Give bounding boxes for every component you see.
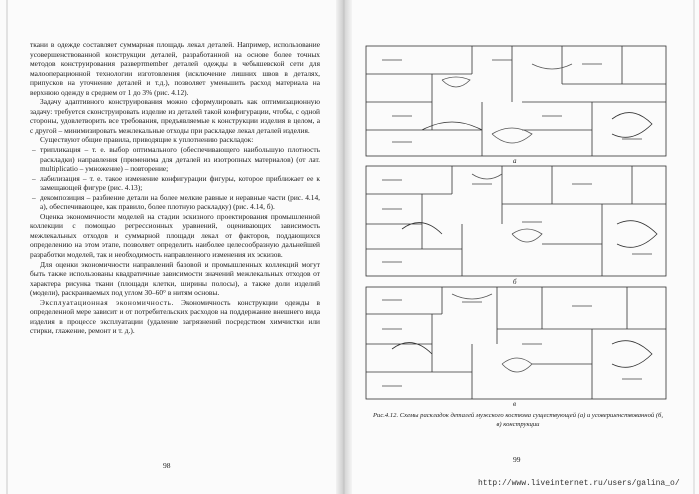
page-edge-left	[6, 0, 8, 494]
panel-label-a: а	[513, 157, 517, 165]
rules-list	[30, 145, 320, 212]
paragraph: Оценка экономичности моделей на стадии эскизного проектирования промышленной коллекции с помощью регрессионных уравнений, оценивающих зависимость межлекальных отходов и суммарной площади лекал от факторов, поддающихся определению на этом этапе, позволяет определить наиболее целесообразную дальнейшей разработки моделей, так и необходимость направленного изменения их эскизов.	[30, 211, 320, 260]
panel-label-b: б	[513, 278, 517, 286]
paragraph: Задачу адаптивного конструирования можно сформулировать как оптимизационную задачу: требуется сконструировать изделие из деталей такой конфигурации, чтобы, с одной стороны, удовлетворить все требования, предъявляемые к конструкции изделия в целом, а с другой – минимизировать межлекальные отходы при раскладке лекал деталей изделия.	[30, 97, 320, 135]
page-number-right: 99	[513, 455, 521, 464]
left-page-text	[30, 40, 320, 440]
book-gutter	[336, 0, 352, 494]
paragraph: Существуют общие правила, приводящие к уплотнению раскладок:	[40, 135, 254, 145]
paragraph: ткани в одежде составляет суммарная площадь лекал деталей. Например, использование усовершенствованной конструкции деталей, разработанной на основе более точных методов конструирования развертmember деталей одежды в чебышевской сети для малооперационной технологии изготовления (исключение лишних швов в деталях, припусков на уточнение деталей и т.д.), позволяет уменьшить расход материала на верхнюю одежду в среднем от 1 до 3% (рис. 4.12).	[30, 40, 320, 97]
list-item: – лабилизация – т. е. такое изменение конфигурации фигуры, которое приближает ее к замещающей фигуре (рис. 4.13);	[30, 174, 320, 193]
page-number-left: 98	[163, 461, 171, 470]
page-edge-right	[693, 0, 695, 494]
list-item: – трипликация – т. е. выбор оптимального (обеспечивающего наибольшую плотность раскладки) направления (применима для деталей из изотропных материалов) (от лат. multiplicatio – умножение) – повторение;	[30, 145, 320, 174]
layout-panel-b	[366, 166, 666, 276]
paragraph: Для оценки экономичности направлений базовой и промышленных коллекций могут быть также использованы квадратичные зависимости значений межлекальных отходов от характера рисунка ткани (площади клетки, ширины полосы), а также доли изделий (модели), раскраиваемых под углом 30–60° в нитям основы.	[30, 259, 320, 298]
layout-diagram-figure	[362, 44, 672, 408]
figure-caption: Рис.4.12. Схемы раскладок деталей мужского костюма существующей (а) и усовершенствованной (б, в) конструкции	[373, 412, 663, 428]
layout-panel-a	[366, 46, 666, 156]
list-item: – декомпозиция – разбиение детали на более мелкие равные и неравные части (рис. 4.14, а), обеспечивающее, как правило, более плотную раскладку) (рис. 4.14, б).	[30, 193, 320, 212]
paragraph-last	[30, 298, 320, 336]
panel-label-v: в	[513, 400, 517, 408]
watermark-url[interactable]: http://www.liveinternet.ru/users/galina_o/	[478, 479, 680, 488]
section-heading: Эксплуатационная экономичность.	[40, 297, 174, 307]
paragraph-text: Экономичность конструкции одежды в определенной мере зависит и от потребительских расходов на поддержание внешнего вида изделия в процессе эксплуатации (удаление загрязнений посредством химчистки или стирки, глажение, ремонт и т. д.).	[30, 297, 320, 336]
